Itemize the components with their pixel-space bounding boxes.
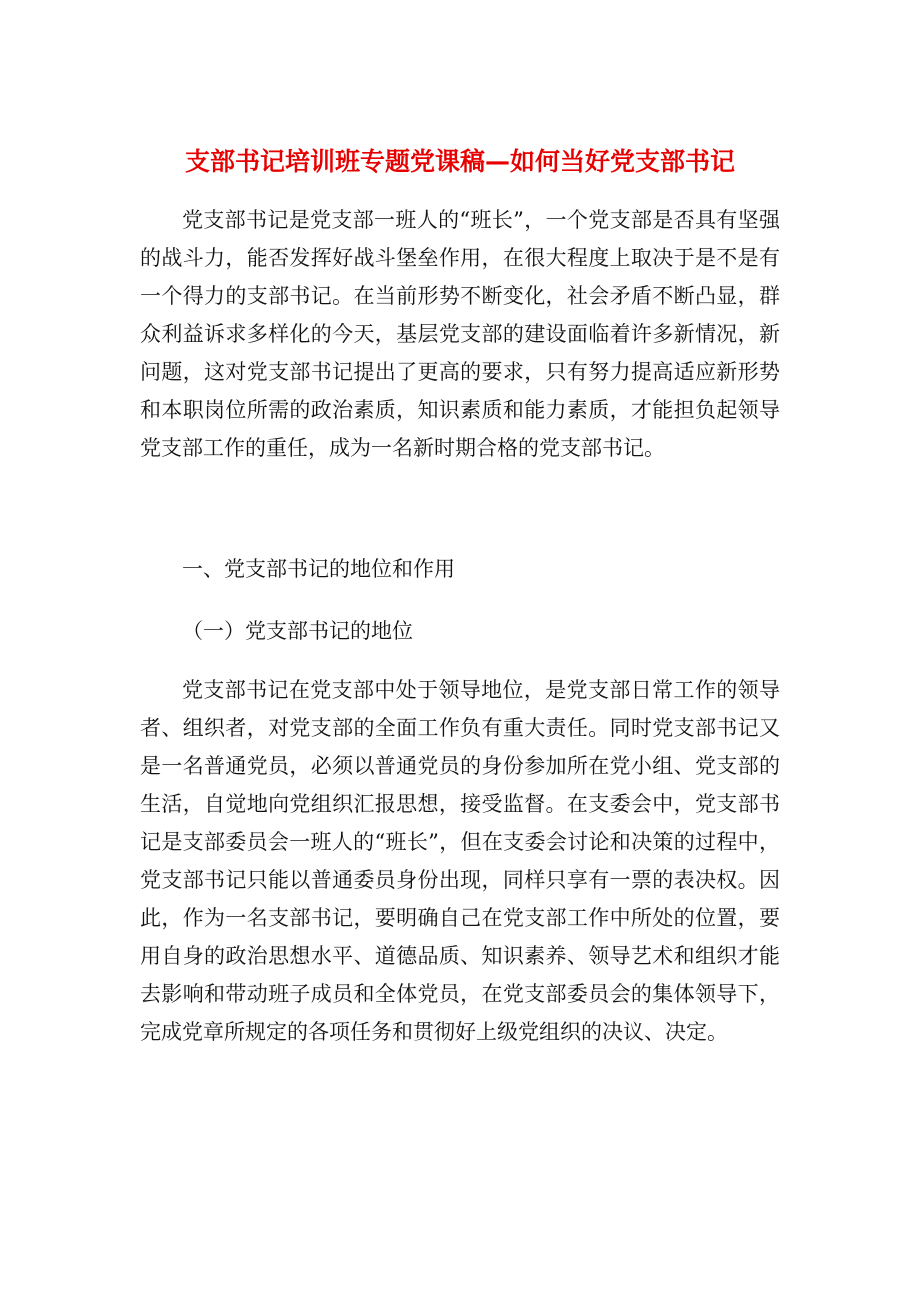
section-heading-1: 一、党支部书记的地位和作用 [182, 557, 455, 581]
subsection-heading-1: （一）党支部书记的地位 [182, 619, 413, 643]
document-title: 支部书记培训班专题党课稿—如何当好党支部书记 [184, 147, 735, 176]
status-paragraph: 党支部书记在党支部中处于领导地位，是党支部日常工作的领导者、组织者，对党支部的全面工作负有重大责任。同时党支部书记又是一名普通党员，必须以普通党员的身份参加所在党小组、党支部的生活，自觉地向党组织汇报思想，接受监督。在支委会中，党支部书记是支部委员会一班人的“班长”，但在支委会讨论和决策的过程中，党支部书记只能以普通委员身份出现，同样只享有一票的表决权。因此，作为一名支部书记，要明确自己在党支部工作中所处的位置，要用自身的政治思想水平、道德品质、知识素养、领导艺术和组织才能去影响和带动班子成员和全体党员，在党支部委员会的集体领导下，完成党章所规定的各项任务和贯彻好上级党组织的决议、决定。 [140, 678, 780, 1044]
intro-paragraph: 党支部书记是党支部一班人的“班长”，一个党支部是否具有坚强的战斗力，能否发挥好战斗堡垒作用，在很大程度上取决于是不是有一个得力的支部书记。在当前形势不断变化，社会矛盾不断凸显，群众利益诉求多样化的今天，基层党支部的建设面临着许多新情况，新问题，这对党支部书记提出了更高的要求，只有努力提高适应新形势和本职岗位所需的政治素质，知识素质和能力素质，才能担负起领导党支部工作的重任，成为一名新时期合格的党支部书记。 [140, 208, 780, 460]
